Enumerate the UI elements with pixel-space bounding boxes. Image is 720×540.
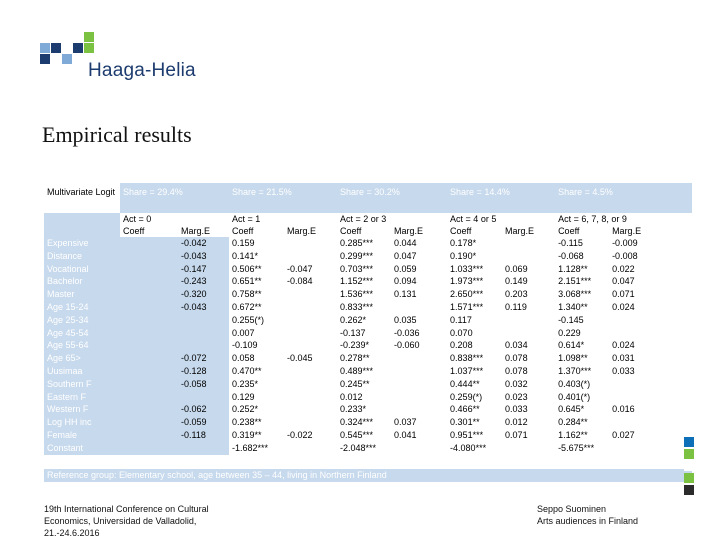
color-square-icon	[684, 449, 694, 459]
table-cell: 1.536***	[337, 288, 391, 301]
table-cell: 0.285***	[337, 237, 391, 250]
coeff-column-label: Coeff	[120, 225, 178, 237]
table-header-row	[44, 183, 692, 213]
table-cell	[120, 237, 178, 250]
table-cell: 0.159	[229, 237, 284, 250]
row-label: Vocational	[44, 263, 120, 276]
table-cell: -1.682***	[229, 442, 284, 455]
table-cell: 0.007	[229, 327, 284, 340]
table-cell: 0.119	[502, 301, 555, 314]
table-row	[44, 442, 692, 455]
table-cell: -0.118	[178, 429, 229, 442]
table-cell: -0.047	[284, 263, 337, 276]
table-cell: 0.233*	[337, 403, 391, 416]
row-label: Age 65>	[44, 352, 120, 365]
table-cell	[120, 314, 178, 327]
coeff-column-label: Coeff	[555, 225, 609, 237]
color-bar-decoration	[684, 437, 694, 497]
table-cell	[284, 339, 337, 352]
table-row	[44, 327, 692, 340]
table-cell: -0.084	[284, 275, 337, 288]
table-cell	[178, 327, 229, 340]
table-cell: 0.284**	[555, 416, 609, 429]
table-cell: 0.252*	[229, 403, 284, 416]
table-cell: 1.370***	[555, 365, 609, 378]
table-cell: 2.151***	[555, 275, 609, 288]
table-cell	[178, 339, 229, 352]
row-label: Age 45-54	[44, 327, 120, 340]
act-header: Act = 6, 7, 8, or 9	[555, 213, 692, 225]
table-row	[44, 403, 692, 416]
table-cell	[502, 442, 555, 455]
table-cell	[609, 442, 692, 455]
table-cell: -4.080***	[447, 442, 502, 455]
table-cell	[391, 442, 447, 455]
table-row	[44, 339, 692, 352]
table-cell: 0.022	[609, 263, 692, 276]
author-name: Seppo Suominen	[537, 504, 607, 514]
table-cell: 0.024	[609, 301, 692, 314]
row-label: Southern F	[44, 378, 120, 391]
table-cell	[502, 250, 555, 263]
table-cell: 0.190*	[447, 250, 502, 263]
table-row	[44, 391, 692, 404]
share-header: Share = 30.2%	[337, 183, 447, 213]
marge-column-label: Marg.E	[609, 225, 692, 237]
row-label: Log HH inc	[44, 416, 120, 429]
table-cell	[120, 429, 178, 442]
table-cell: 3.068***	[555, 288, 609, 301]
table-cell	[391, 378, 447, 391]
table-cell: 0.403(*)	[555, 378, 609, 391]
table-row	[44, 263, 692, 276]
table-cell	[120, 275, 178, 288]
table-cell: -0.042	[178, 237, 229, 250]
results-table	[44, 183, 692, 455]
table-cell: -0.137	[337, 327, 391, 340]
table-cell: 0.078	[502, 352, 555, 365]
table-cell: 0.278**	[337, 352, 391, 365]
table-corner-cell	[44, 225, 120, 237]
table-cell	[120, 327, 178, 340]
table-cell: 0.131	[391, 288, 447, 301]
reference-group-note: Reference group: Elementary school, age between 35 – 44, living in Northern Finland	[44, 469, 692, 482]
table-cell: 0.703***	[337, 263, 391, 276]
table-cell: 1.128**	[555, 263, 609, 276]
table-cell: 0.235*	[229, 378, 284, 391]
table-row	[44, 378, 692, 391]
table-cell: 0.238**	[229, 416, 284, 429]
table-cell: 0.833***	[337, 301, 391, 314]
table-cell: -0.239*	[337, 339, 391, 352]
share-header: Share = 4.5%	[555, 183, 692, 213]
logo-text: Haaga-Helia	[88, 60, 196, 81]
marge-column-label: Marg.E	[502, 225, 555, 237]
table-cell: 0.078	[502, 365, 555, 378]
author-footer	[537, 503, 638, 527]
table-cell	[284, 378, 337, 391]
table-cell	[284, 442, 337, 455]
table-cell: 1.340**	[555, 301, 609, 314]
table-cell: -0.128	[178, 365, 229, 378]
table-cell: -0.059	[178, 416, 229, 429]
logo-square-icon	[40, 43, 50, 53]
table-cell	[120, 288, 178, 301]
table-cell: -0.058	[178, 378, 229, 391]
table-cell: 0.324***	[337, 416, 391, 429]
color-square-icon	[684, 473, 694, 483]
haaga-helia-logo	[40, 32, 200, 82]
table-cell	[284, 301, 337, 314]
share-header: Share = 21.5%	[229, 183, 337, 213]
table-cell: 0.059	[391, 263, 447, 276]
logo-square-icon	[84, 32, 94, 42]
row-label: Female	[44, 429, 120, 442]
table-cell	[284, 416, 337, 429]
row-label: Constant	[44, 442, 120, 455]
table-cell: -0.147	[178, 263, 229, 276]
table-cell: 0.041	[391, 429, 447, 442]
presentation-title: Arts audiences in Finland	[537, 516, 639, 526]
table-cell: 0.012	[337, 391, 391, 404]
table-cell: -0.109	[229, 339, 284, 352]
row-label: Distance	[44, 250, 120, 263]
table-cell: 0.506**	[229, 263, 284, 276]
table-cell	[391, 301, 447, 314]
table-cell: 0.094	[391, 275, 447, 288]
table-cell: 0.129	[229, 391, 284, 404]
table-cell: 0.034	[502, 339, 555, 352]
table-cell: 0.069	[502, 263, 555, 276]
table-cell: 0.047	[391, 250, 447, 263]
table-cell	[284, 314, 337, 327]
table-cell: 0.141*	[229, 250, 284, 263]
logo-square-icon	[40, 54, 50, 64]
table-cell: 0.466**	[447, 403, 502, 416]
act-header: Act = 4 or 5	[447, 213, 555, 225]
table-cell	[284, 250, 337, 263]
table-row	[44, 275, 692, 288]
table-cell: 0.071	[609, 288, 692, 301]
table-cell	[120, 365, 178, 378]
table-cell: 1.152***	[337, 275, 391, 288]
table-cell: 1.571***	[447, 301, 502, 314]
color-square-icon	[684, 437, 694, 447]
table-cell: 0.037	[391, 416, 447, 429]
table-row	[44, 237, 692, 250]
act-header: Act = 0	[120, 213, 229, 225]
table-cell: 0.489***	[337, 365, 391, 378]
logo-square-icon	[73, 43, 83, 53]
table-cell: 0.255(*)	[229, 314, 284, 327]
table-cell	[502, 314, 555, 327]
table-cell: 0.545***	[337, 429, 391, 442]
table-cell: 0.024	[609, 339, 692, 352]
table-cell: 0.035	[391, 314, 447, 327]
coeff-column-label: Coeff	[229, 225, 284, 237]
table-cell: -0.036	[391, 327, 447, 340]
table-cell: 1.037***	[447, 365, 502, 378]
table-row	[44, 416, 692, 429]
table-cell	[284, 237, 337, 250]
conference-footer: 19th International Conference on Cultural Economics, Universidad de Valladolid, 21.-24.6.2016	[44, 504, 209, 538]
row-label: Uusimaa	[44, 365, 120, 378]
table-cell: 0.259(*)	[447, 391, 502, 404]
table-cell: 0.208	[447, 339, 502, 352]
row-label: Age 15-24	[44, 301, 120, 314]
table-cell	[609, 314, 692, 327]
table-cell: 0.672**	[229, 301, 284, 314]
row-label: Eastern F	[44, 391, 120, 404]
table-cell: -0.022	[284, 429, 337, 442]
table-cell: 0.229	[555, 327, 609, 340]
table-cell: 0.149	[502, 275, 555, 288]
table-cell: 0.033	[609, 365, 692, 378]
table-cell: -0.062	[178, 403, 229, 416]
row-label: Bachelor	[44, 275, 120, 288]
table-cell	[120, 378, 178, 391]
table-row	[44, 314, 692, 327]
table-cell: -5.675***	[555, 442, 609, 455]
table-cell: 0.070	[447, 327, 502, 340]
table-cell: 0.203	[502, 288, 555, 301]
table-cell	[609, 327, 692, 340]
table-cell: 0.444**	[447, 378, 502, 391]
table-cell	[391, 403, 447, 416]
table-cell	[178, 442, 229, 455]
table-cell: 1.098**	[555, 352, 609, 365]
table-cell	[178, 391, 229, 404]
table-cell	[120, 416, 178, 429]
color-square-icon	[684, 461, 694, 471]
table-cell	[120, 263, 178, 276]
row-label: Age 55-64	[44, 339, 120, 352]
table-cell: 0.838***	[447, 352, 502, 365]
table-cell: -2.048***	[337, 442, 391, 455]
row-label: Age 25-34	[44, 314, 120, 327]
table-cell: -0.060	[391, 339, 447, 352]
table-cell	[609, 391, 692, 404]
table-cell	[391, 352, 447, 365]
table-cell: 0.319**	[229, 429, 284, 442]
table-cell: -0.320	[178, 288, 229, 301]
table-row	[44, 288, 692, 301]
logo-square-icon	[62, 54, 72, 64]
table-cell	[120, 352, 178, 365]
table-cell: -0.045	[284, 352, 337, 365]
table-cell: 1.973***	[447, 275, 502, 288]
table-cell	[284, 327, 337, 340]
table-cell	[391, 391, 447, 404]
table-cell	[178, 314, 229, 327]
table-cell: 0.047	[609, 275, 692, 288]
table-cell: 0.178*	[447, 237, 502, 250]
table-cell: 0.012	[502, 416, 555, 429]
act-header: Act = 1	[229, 213, 337, 225]
table-cell	[609, 378, 692, 391]
coeff-column-label: Coeff	[447, 225, 502, 237]
table-cell	[120, 403, 178, 416]
table-cell: 0.044	[391, 237, 447, 250]
table-corner-cell	[44, 213, 120, 225]
coeff-column-label: Coeff	[337, 225, 391, 237]
table-cell: 0.262*	[337, 314, 391, 327]
table-row	[44, 429, 692, 442]
table-cell: -0.072	[178, 352, 229, 365]
share-header: Share = 14.4%	[447, 183, 555, 213]
row-label: Master	[44, 288, 120, 301]
table-cell: 0.470**	[229, 365, 284, 378]
table-cell: 1.162**	[555, 429, 609, 442]
table-cell: -0.043	[178, 250, 229, 263]
table-cell: -0.008	[609, 250, 692, 263]
table-cell	[502, 237, 555, 250]
marge-column-label: Marg.E	[391, 225, 447, 237]
table-cell: -0.043	[178, 301, 229, 314]
table-cell	[391, 365, 447, 378]
table-cell: -0.115	[555, 237, 609, 250]
table-cell: 0.058	[229, 352, 284, 365]
row-label: Expensive	[44, 237, 120, 250]
act-header: Act = 2 or 3	[337, 213, 447, 225]
table-cell: 0.027	[609, 429, 692, 442]
table-row	[44, 250, 692, 263]
table-cell	[120, 442, 178, 455]
table-cell: 0.951***	[447, 429, 502, 442]
table-cell	[284, 403, 337, 416]
table-row	[44, 365, 692, 378]
table-cell	[120, 301, 178, 314]
table-cell: 0.758**	[229, 288, 284, 301]
table-cell: 2.650***	[447, 288, 502, 301]
table-cell: 0.016	[609, 403, 692, 416]
table-cell: 0.645*	[555, 403, 609, 416]
table-row	[44, 352, 692, 365]
table-cell: -0.243	[178, 275, 229, 288]
table-cell: 0.299***	[337, 250, 391, 263]
color-square-icon	[684, 485, 694, 495]
table-cell: 0.245**	[337, 378, 391, 391]
page-title: Empirical results	[42, 122, 192, 147]
table-cell	[120, 250, 178, 263]
table-cell: 0.023	[502, 391, 555, 404]
table-cell	[502, 327, 555, 340]
table-cell	[284, 365, 337, 378]
table-cell: 1.033***	[447, 263, 502, 276]
logo-square-icon	[51, 43, 61, 53]
table-row	[44, 301, 692, 314]
table-cell: -0.068	[555, 250, 609, 263]
table-cell	[284, 391, 337, 404]
table-cell: 0.071	[502, 429, 555, 442]
act-row	[44, 213, 692, 225]
table-cell: -0.145	[555, 314, 609, 327]
table-cell: 0.117	[447, 314, 502, 327]
table-cell: 0.033	[502, 403, 555, 416]
share-header: Share = 29.4%	[120, 183, 229, 213]
table-cell	[120, 339, 178, 352]
table-cell: -0.009	[609, 237, 692, 250]
marge-column-label: Marg.E	[284, 225, 337, 237]
table-cell: 0.031	[609, 352, 692, 365]
table-cell	[284, 288, 337, 301]
column-label-row	[44, 225, 692, 237]
marge-column-label: Marg.E	[178, 225, 229, 237]
row-label: Western F	[44, 403, 120, 416]
logo-square-icon	[84, 43, 94, 53]
table-cell: 0.614*	[555, 339, 609, 352]
table-cell: 0.032	[502, 378, 555, 391]
table-cell: 0.401(*)	[555, 391, 609, 404]
table-header-label: Multivariate Logit	[44, 183, 120, 213]
table-cell	[609, 416, 692, 429]
table-cell: 0.301**	[447, 416, 502, 429]
table-cell	[120, 391, 178, 404]
table-cell: 0.651**	[229, 275, 284, 288]
